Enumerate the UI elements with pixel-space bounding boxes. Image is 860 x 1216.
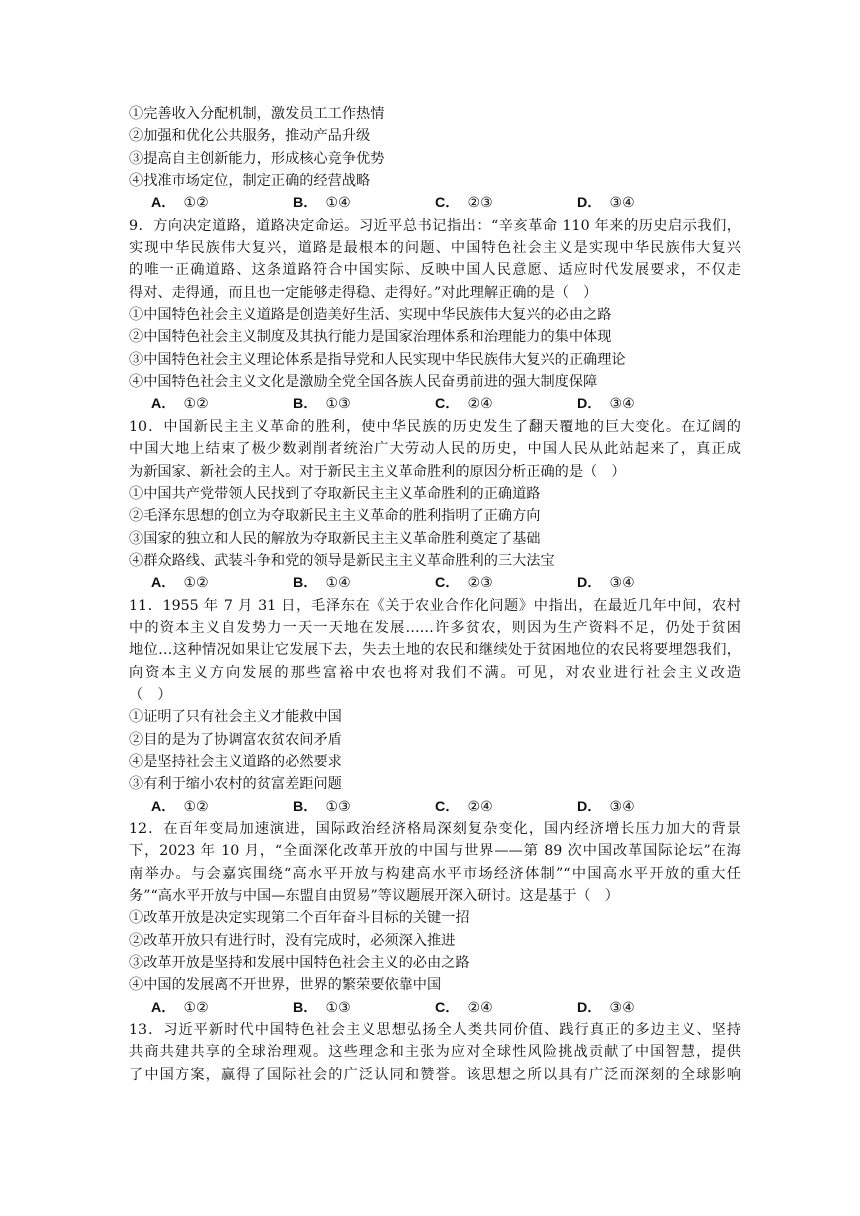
statement-item: ③国家的独立和人民的解放为夺取新民主主义革命胜利奠定了基础	[129, 530, 541, 547]
option-d: D． ③④	[577, 396, 635, 413]
question-stem: 向资本主义方向发展的那些富裕中农也将对我们不满。可见，对农业进行社会主义改造	[129, 664, 741, 681]
statement-item: ④中国特色社会主义文化是激励全党全国各族人民奋勇前进的强大制度保障	[129, 374, 598, 391]
option-c: C． ②④	[435, 999, 493, 1016]
statement-item: ①证明了只有社会主义才能救中国	[129, 709, 342, 726]
question-stem: 13．习近平新时代中国特色社会主义思想弘扬全人类共同价值、践行真正的多边主义、坚持	[129, 1022, 741, 1039]
question-13	[129, 1019, 741, 1086]
statement-item: ④找准市场定位，制定正确的经营战略	[129, 173, 371, 190]
option-a: A． ①②	[151, 195, 209, 212]
statement-item: ③改革开放是坚持和发展中国特色社会主义的必由之路	[129, 955, 470, 972]
question-10	[129, 416, 741, 595]
answer-options	[129, 997, 741, 1019]
question-stem: 务”“高水平开放与中国—东盟自由贸易”等议题展开深入研讨。这是基于（ ）	[129, 888, 619, 905]
option-d: D． ③④	[577, 195, 635, 212]
statement-item: ②目的是为了协调富农贫农间矛盾	[129, 731, 342, 748]
statement-item: ②毛泽东思想的创立为夺取新民主主义革命的胜利指明了正确方向	[129, 508, 541, 525]
question-8	[129, 103, 741, 215]
option-b: B． ①④	[293, 195, 351, 212]
statement-item: ①改革开放是决定实现第二个百年奋斗目标的关键一招	[129, 910, 470, 927]
question-11	[129, 595, 741, 818]
option-d: D． ③④	[577, 999, 635, 1016]
option-c: C． ②③	[435, 575, 493, 592]
question-stem: 实现中华民族伟大复兴，道路是最根本的问题、中国特色社会主义是实现中华民族伟大复兴	[129, 240, 741, 257]
option-d: D． ③④	[577, 798, 635, 815]
question-stem: 12．在百年变局加速演进，国际政治经济格局深刻复杂变化，国内经济增长压力加大的背景	[129, 821, 741, 837]
question-stem: 为新国家、新社会的主人。对于新民主主义革命胜利的原因分析正确的是（ ）	[129, 463, 626, 480]
answer-options	[129, 192, 741, 214]
statement-item: ②加强和优化公共服务，推动产品升级	[129, 128, 371, 145]
question-stem: 共商共建共享的全球治理观。这些理念和主张为应对全球性风险挑战贡献了中国智慧，提供	[129, 1044, 741, 1061]
statement-item: ①中国共产党带领人民找到了夺取新民主主义革命胜利的正确道路	[129, 485, 541, 502]
statement-item: ④是坚持社会主义道路的必然要求	[129, 753, 342, 770]
answer-options	[129, 796, 741, 818]
statement-item: ③有利于缩小农村的贫富差距问题	[129, 776, 342, 793]
option-a: A． ①②	[151, 575, 209, 592]
statement-item: ①中国特色社会主义道路是创造美好生活、实现中华民族伟大复兴的必由之路	[129, 307, 612, 324]
option-b: B． ①③	[293, 999, 351, 1016]
question-stem: 11．1955 年 7 月 31 日，毛泽东在《关于农业合作化问题》中指出，在最近几年中间，农村	[129, 597, 741, 614]
option-d: D． ③④	[577, 575, 635, 592]
statement-item: ③提高自主创新能力，形成核心竞争优势	[129, 150, 385, 167]
question-stem: 了中国方案，赢得了国际社会的广泛认同和赞誉。该思想之所以具有广泛而深刻的全球影响	[129, 1066, 741, 1083]
option-c: C． ②④	[435, 396, 493, 413]
option-a: A． ①②	[151, 999, 209, 1016]
statement-item: ②改革开放只有进行时，没有完成时，必须深入推进	[129, 932, 456, 949]
option-b: B． ①③	[293, 396, 351, 413]
question-stem: （ ）	[129, 686, 172, 703]
question-stem: 下，2023 年 10 月，“全面深化改革开放的中国与世界——第 89 次中国改革国际论坛”在海	[129, 843, 741, 860]
question-stem: 南举办。与会嘉宾围绕“高水平开放与构建高水平市场经济体制”“中国高水平开放的重大任	[129, 865, 741, 882]
question-9	[129, 215, 741, 416]
statement-item: ②中国特色社会主义制度及其执行能力是国家治理体系和治理能力的集中体现	[129, 329, 612, 346]
option-c: C． ②④	[435, 798, 493, 815]
statement-item: ④中国的发展离不开世界，世界的繁荣要依靠中国	[129, 977, 442, 994]
option-b: B． ①④	[293, 575, 351, 592]
question-stem: 10．中国新民主主义革命的胜利，使中华民族的历史发生了翻天覆地的巨大变化。在辽阔的	[129, 418, 741, 435]
option-c: C． ②③	[435, 195, 493, 212]
question-stem: 的唯一正确道路、这条道路符合中国实际、反映中国人民意愿、适应时代发展要求，不仅走	[129, 262, 741, 279]
question-stem: 地位…这种情况如果让它发展下去，失去土地的农民和继续处于贫困地位的农民将要埋怨我们，	[129, 642, 741, 659]
answer-options	[129, 572, 741, 594]
question-stem: 得对、走得通，而且也一定能够走得稳、走得好。”对此理解正确的是（ ）	[129, 284, 598, 301]
question-stem: 中的资本主义自发势力一天一天地在发展……许多贫农，则因为生产资料不足，仍处于贫困	[129, 619, 741, 636]
statement-item: ①完善收入分配机制，激发员工工作热情	[129, 106, 385, 122]
option-b: B． ①③	[293, 798, 351, 815]
statement-item: ③中国特色社会主义理论体系是指导党和人民实现中华民族伟大复兴的正确理论	[129, 351, 626, 368]
question-stem: 9．方向决定道路，道路决定命运。习近平总书记指出：“辛亥革命 110 年来的历史启示我们，	[129, 217, 741, 234]
exam-page	[129, 103, 741, 1086]
option-a: A． ①②	[151, 798, 209, 815]
statement-item: ④群众路线、武装斗争和党的领导是新民主主义革命胜利的三大法宝	[129, 552, 555, 569]
option-a: A． ①②	[151, 396, 209, 413]
question-12	[129, 818, 741, 1019]
answer-options	[129, 393, 741, 415]
question-stem: 中国大地上结束了极少数剥削者统治广大劳动人民的历史，中国人民从此站起来了，真正成	[129, 441, 741, 458]
